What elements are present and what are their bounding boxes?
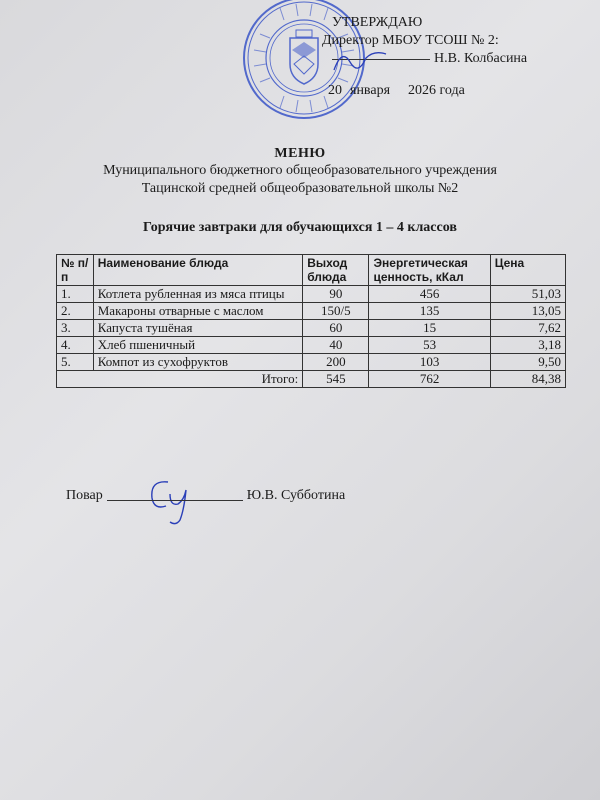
row-name: Котлета рубленная из мяса птицы — [93, 286, 302, 303]
row-num: 1. — [57, 286, 94, 303]
row-name: Макароны отварные с маслом — [93, 303, 302, 320]
row-energy: 135 — [369, 303, 490, 320]
table-total-row — [57, 371, 566, 388]
header-num: № п/п — [57, 255, 94, 286]
table-row — [57, 354, 566, 371]
row-price: 13,05 — [490, 303, 565, 320]
cook-blank-line — [107, 500, 243, 501]
table-header-row — [57, 255, 566, 286]
row-num: 5. — [57, 354, 94, 371]
total-price: 84,38 — [490, 371, 565, 388]
row-num: 2. — [57, 303, 94, 320]
menu-table — [56, 254, 566, 388]
date-day: 20 — [328, 83, 342, 98]
row-name: Компот из сухофруктов — [93, 354, 302, 371]
row-name: Капуста тушёная — [93, 320, 302, 337]
approval-date — [322, 82, 562, 100]
approval-title: УТВЕРЖДАЮ — [332, 15, 423, 30]
row-energy: 456 — [369, 286, 490, 303]
row-price: 9,50 — [490, 354, 565, 371]
row-price: 3,18 — [490, 337, 565, 354]
row-num: 4. — [57, 337, 94, 354]
table-row — [57, 286, 566, 303]
subtitle-line-1: Муниципального бюджетного общеобразовательного учреждения — [103, 163, 497, 178]
cook-signature-line — [66, 488, 345, 504]
date-month: января — [350, 83, 391, 98]
row-output: 60 — [303, 320, 369, 337]
director-name: Н.В. Колбасина — [434, 51, 528, 66]
header-name: Наименование блюда — [93, 255, 302, 286]
header-price: Цена — [490, 255, 565, 286]
date-year: 2026 года — [408, 83, 465, 98]
row-output: 150/5 — [303, 303, 369, 320]
document-title: МЕНЮ — [274, 146, 326, 161]
approval-position: Директор МБОУ ТСОШ № 2: — [322, 33, 499, 48]
cook-name: Ю.В. Субботина — [246, 488, 346, 503]
row-output: 40 — [303, 337, 369, 354]
row-name: Хлеб пшеничный — [93, 337, 302, 354]
table-row — [57, 337, 566, 354]
header-output: Выход блюда — [303, 255, 369, 286]
row-output: 200 — [303, 354, 369, 371]
cook-label: Повар — [66, 488, 103, 503]
title-block — [0, 146, 600, 236]
row-output: 90 — [303, 286, 369, 303]
total-label: Итого: — [57, 371, 303, 388]
total-energy: 762 — [369, 371, 490, 388]
table-row — [57, 303, 566, 320]
table-row — [57, 320, 566, 337]
total-output: 545 — [303, 371, 369, 388]
row-energy: 103 — [369, 354, 490, 371]
row-energy: 15 — [369, 320, 490, 337]
row-price: 51,03 — [490, 286, 565, 303]
header-energy: Энергетическая ценность, кКал — [369, 255, 490, 286]
director-signature — [330, 40, 390, 80]
subtitle-line-2: Тацинской средней общеобразовательной школы №2 — [141, 181, 459, 196]
menu-heading: Горячие завтраки для обучающихся 1 – 4 классов — [143, 220, 457, 235]
row-num: 3. — [57, 320, 94, 337]
row-energy: 53 — [369, 337, 490, 354]
row-price: 7,62 — [490, 320, 565, 337]
